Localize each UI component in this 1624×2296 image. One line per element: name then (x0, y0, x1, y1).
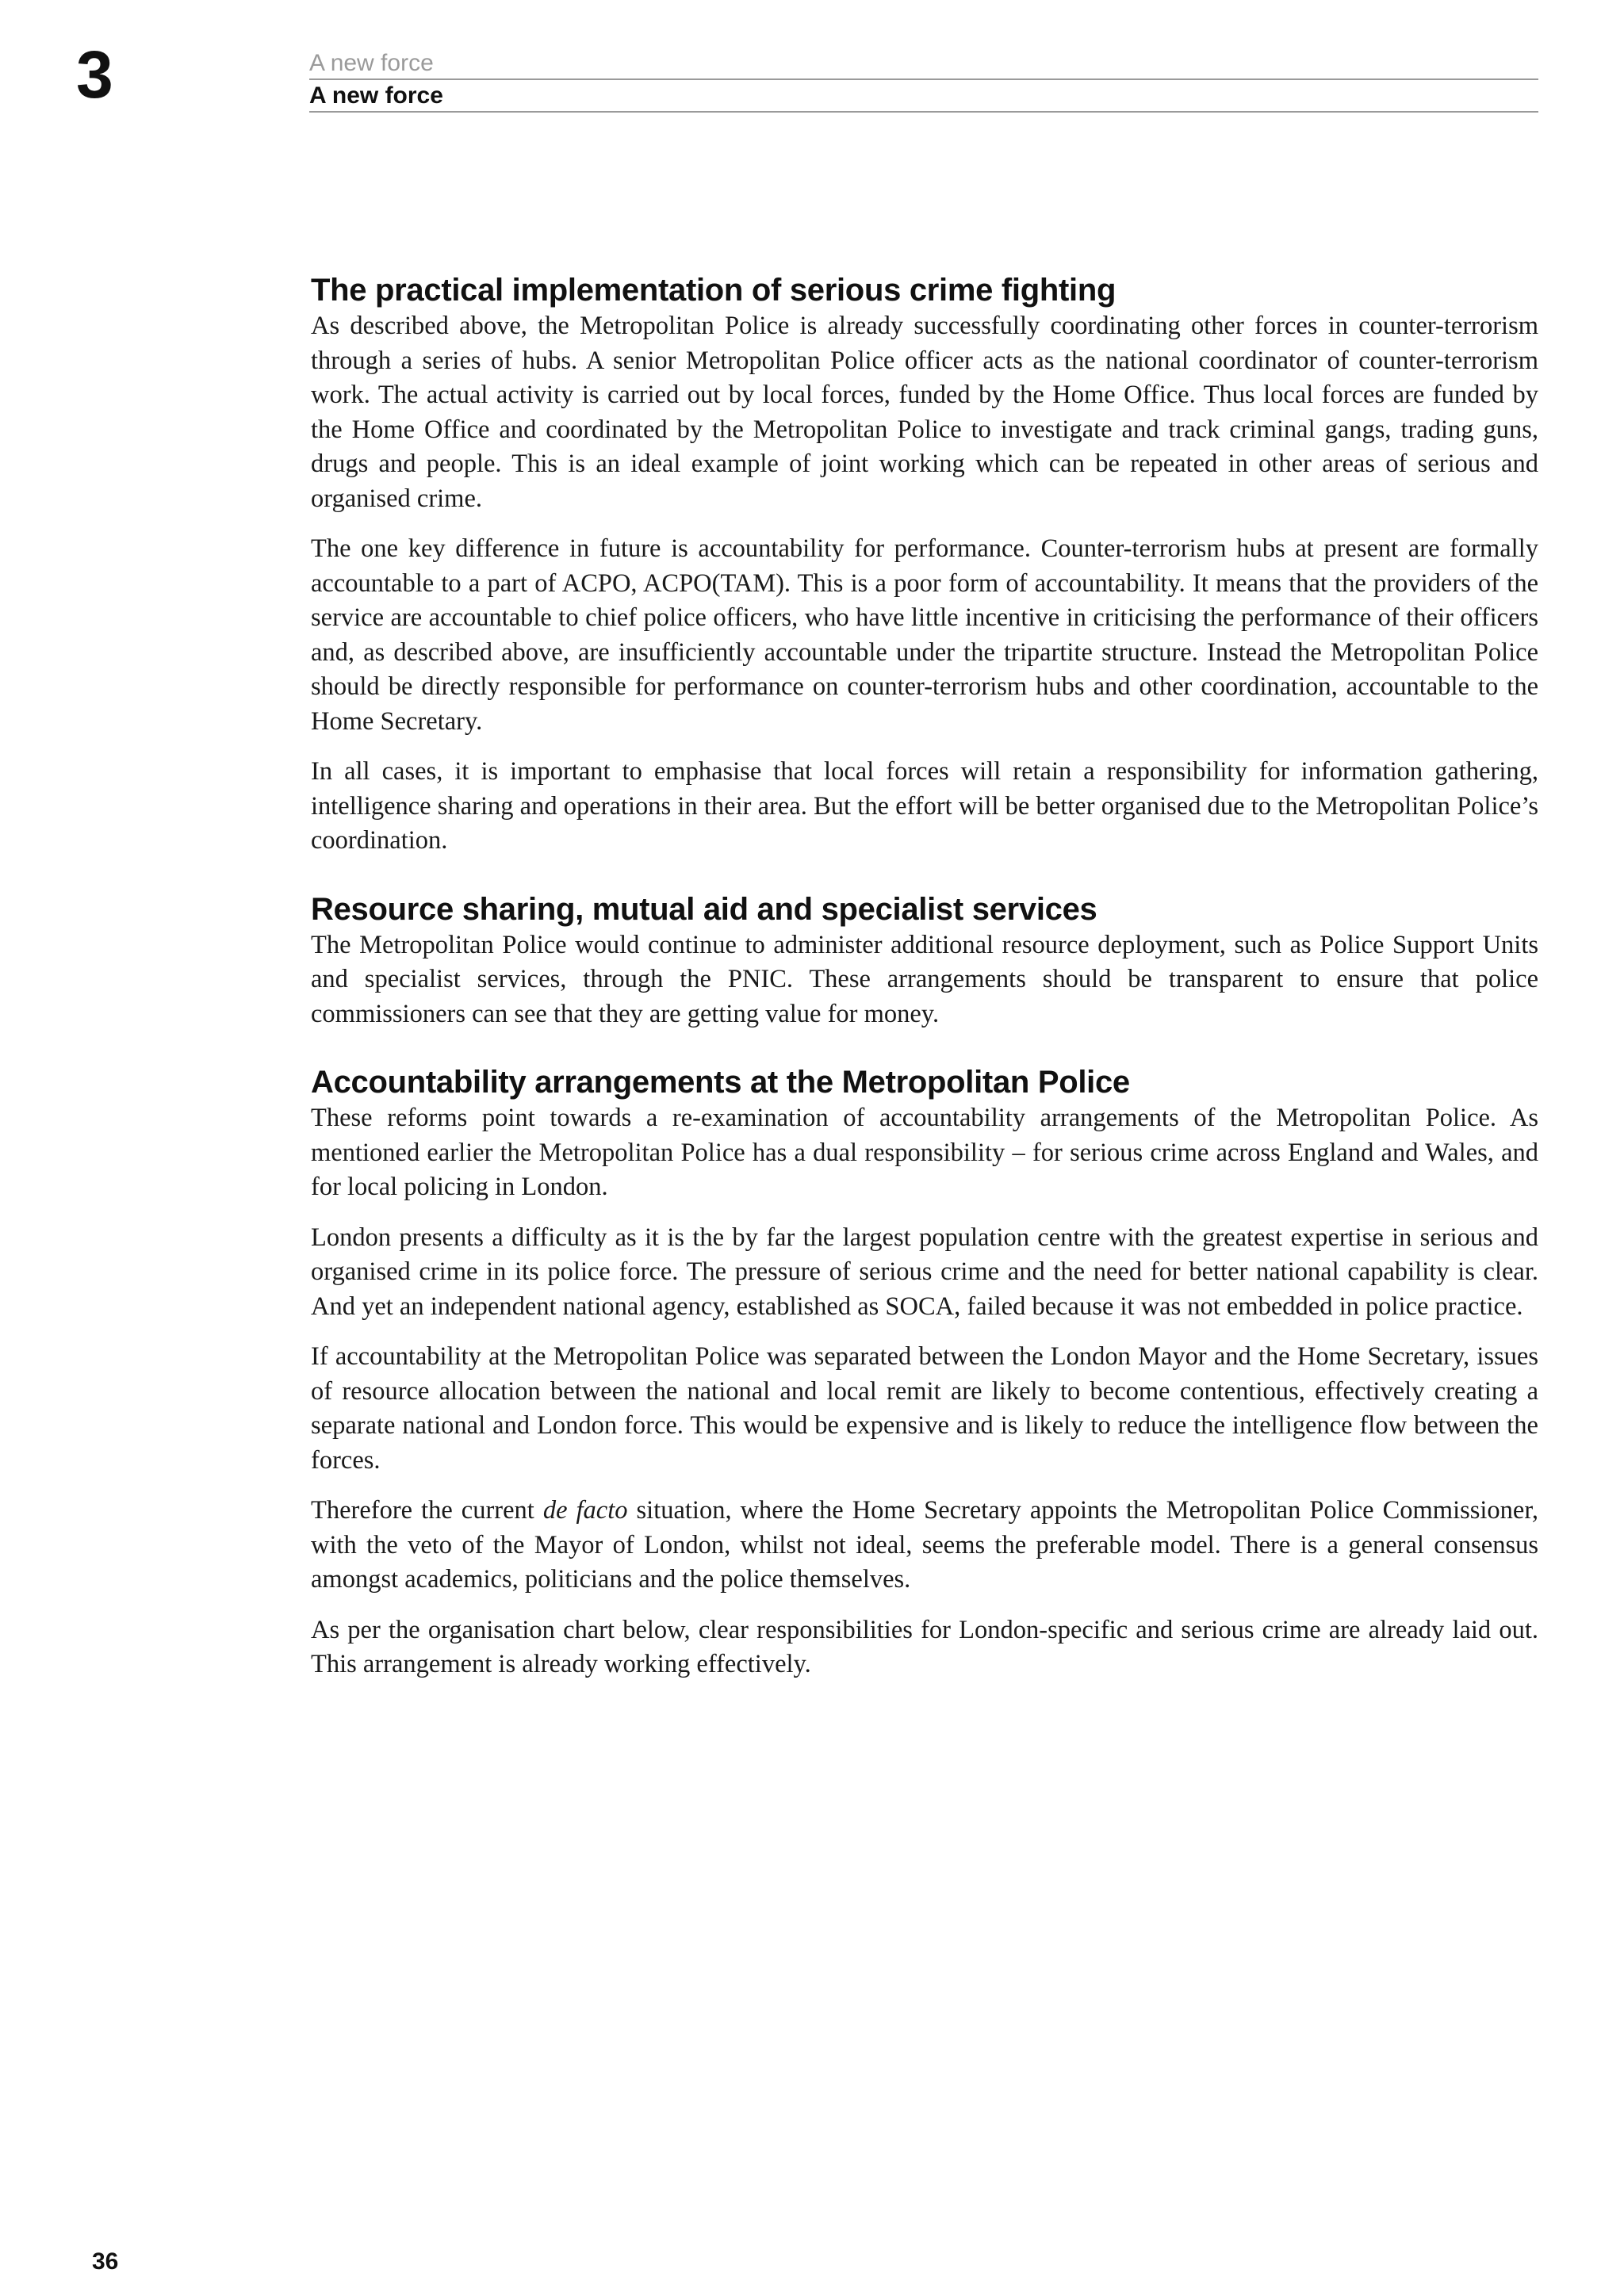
section-resource-sharing (311, 890, 1538, 1032)
paragraph: These reforms point towards a re-examination of accountability arrangements of the Metropolitan Police. As mentioned earlier the Metropolitan Police has a dual responsibility – for serious crime across England and Wales, and for local policing in London. (311, 1104, 1538, 1201)
paragraph: The Metropolitan Police would continue to administer additional resource deployment, such as Police Support Units and specialist services, through the PNIC. These arrangements should be transparent to ensure that police commissioners can see that they are getting value for money. (311, 930, 1538, 1028)
paragraph: As per the organisation chart below, clear responsibilities for London-specific and serious crime are already laid out. This arrangement is already working effectively. (311, 1615, 1538, 1678)
running-header-current: A new force (309, 82, 1538, 113)
text-run: situation, where the Home Secretary appoints the Metropolitan Police Commissioner, with the veto of the Mayor of London, whilst not ideal, seems the preferable model. There is a general consensus amongst academics, politicians and the police themselves. (311, 1496, 1538, 1594)
section-serious-crime-fighting (311, 271, 1538, 859)
italic-term: de facto (542, 1496, 628, 1525)
running-header-section: A new force (309, 49, 1538, 80)
paragraph: As described above, the Metropolitan Police is already successfully coordinating other forces in counter-terrorism through a series of hubs. A senior Metropolitan Police officer acts as the national coordinator of counter-terrorism work. The actual activity is carried out by local forces, funded by the Home Office. Thus local forces are funded by the Home Office and coordinated by the Metropolitan Police to investigate and track criminal gangs, trading guns, drugs and people. This is an ideal example of joint working which can be repeated in other areas of serious and organised crime. (311, 312, 1538, 513)
section-heading: The practical implementation of serious crime fighting (311, 273, 1116, 308)
chapter-number: 3 (76, 37, 113, 112)
page-body (311, 271, 1538, 1714)
paragraph: London presents a difficulty as it is the by far the largest population centre with the greatest expertise in serious and organised crime in its police force. The pressure of serious crime and the need for better national capability is clear. And yet an independent national agency, established as SOCA, failed because it was not embedded in police practice. (311, 1223, 1538, 1321)
running-header (309, 49, 1538, 113)
paragraph-de-facto (311, 1494, 1538, 1598)
section-accountability-met-police (311, 1063, 1538, 1682)
text-run: Therefore the current (311, 1496, 543, 1525)
section-heading: Resource sharing, mutual aid and specialist services (311, 891, 1097, 927)
page-number: 36 (92, 2248, 119, 2275)
paragraph: In all cases, it is important to emphasise that local forces will retain a responsibility for information gathering, intelligence sharing and operations in their area. But the effort will be better organised due to the Metropolitan Police’s coordination. (311, 757, 1538, 855)
paragraph: If accountability at the Metropolitan Police was separated between the London Mayor and the Home Secretary, issues of resource allocation between the national and local remit are likely to become contentious, effectively creating a separate national and London force. This would be expensive and is likely to reduce the intelligence flow between the forces. (311, 1342, 1538, 1475)
section-heading: Accountability arrangements at the Metropolitan Police (311, 1065, 1130, 1100)
paragraph: The one key difference in future is accountability for performance. Counter-terrorism hubs at present are formally accountable to a part of ACPO, ACPO(TAM). This is a poor form of accountability. It means that the providers of the service are accountable to chief police officers, who have little incentive in criticising the performance of their officers and, as described above, are insufficiently accountable under the tripartite structure. Instead the Metropolitan Police should be directly responsible for performance on counter-terrorism hubs and other coordination, accountable to the Home Secretary. (311, 534, 1538, 736)
